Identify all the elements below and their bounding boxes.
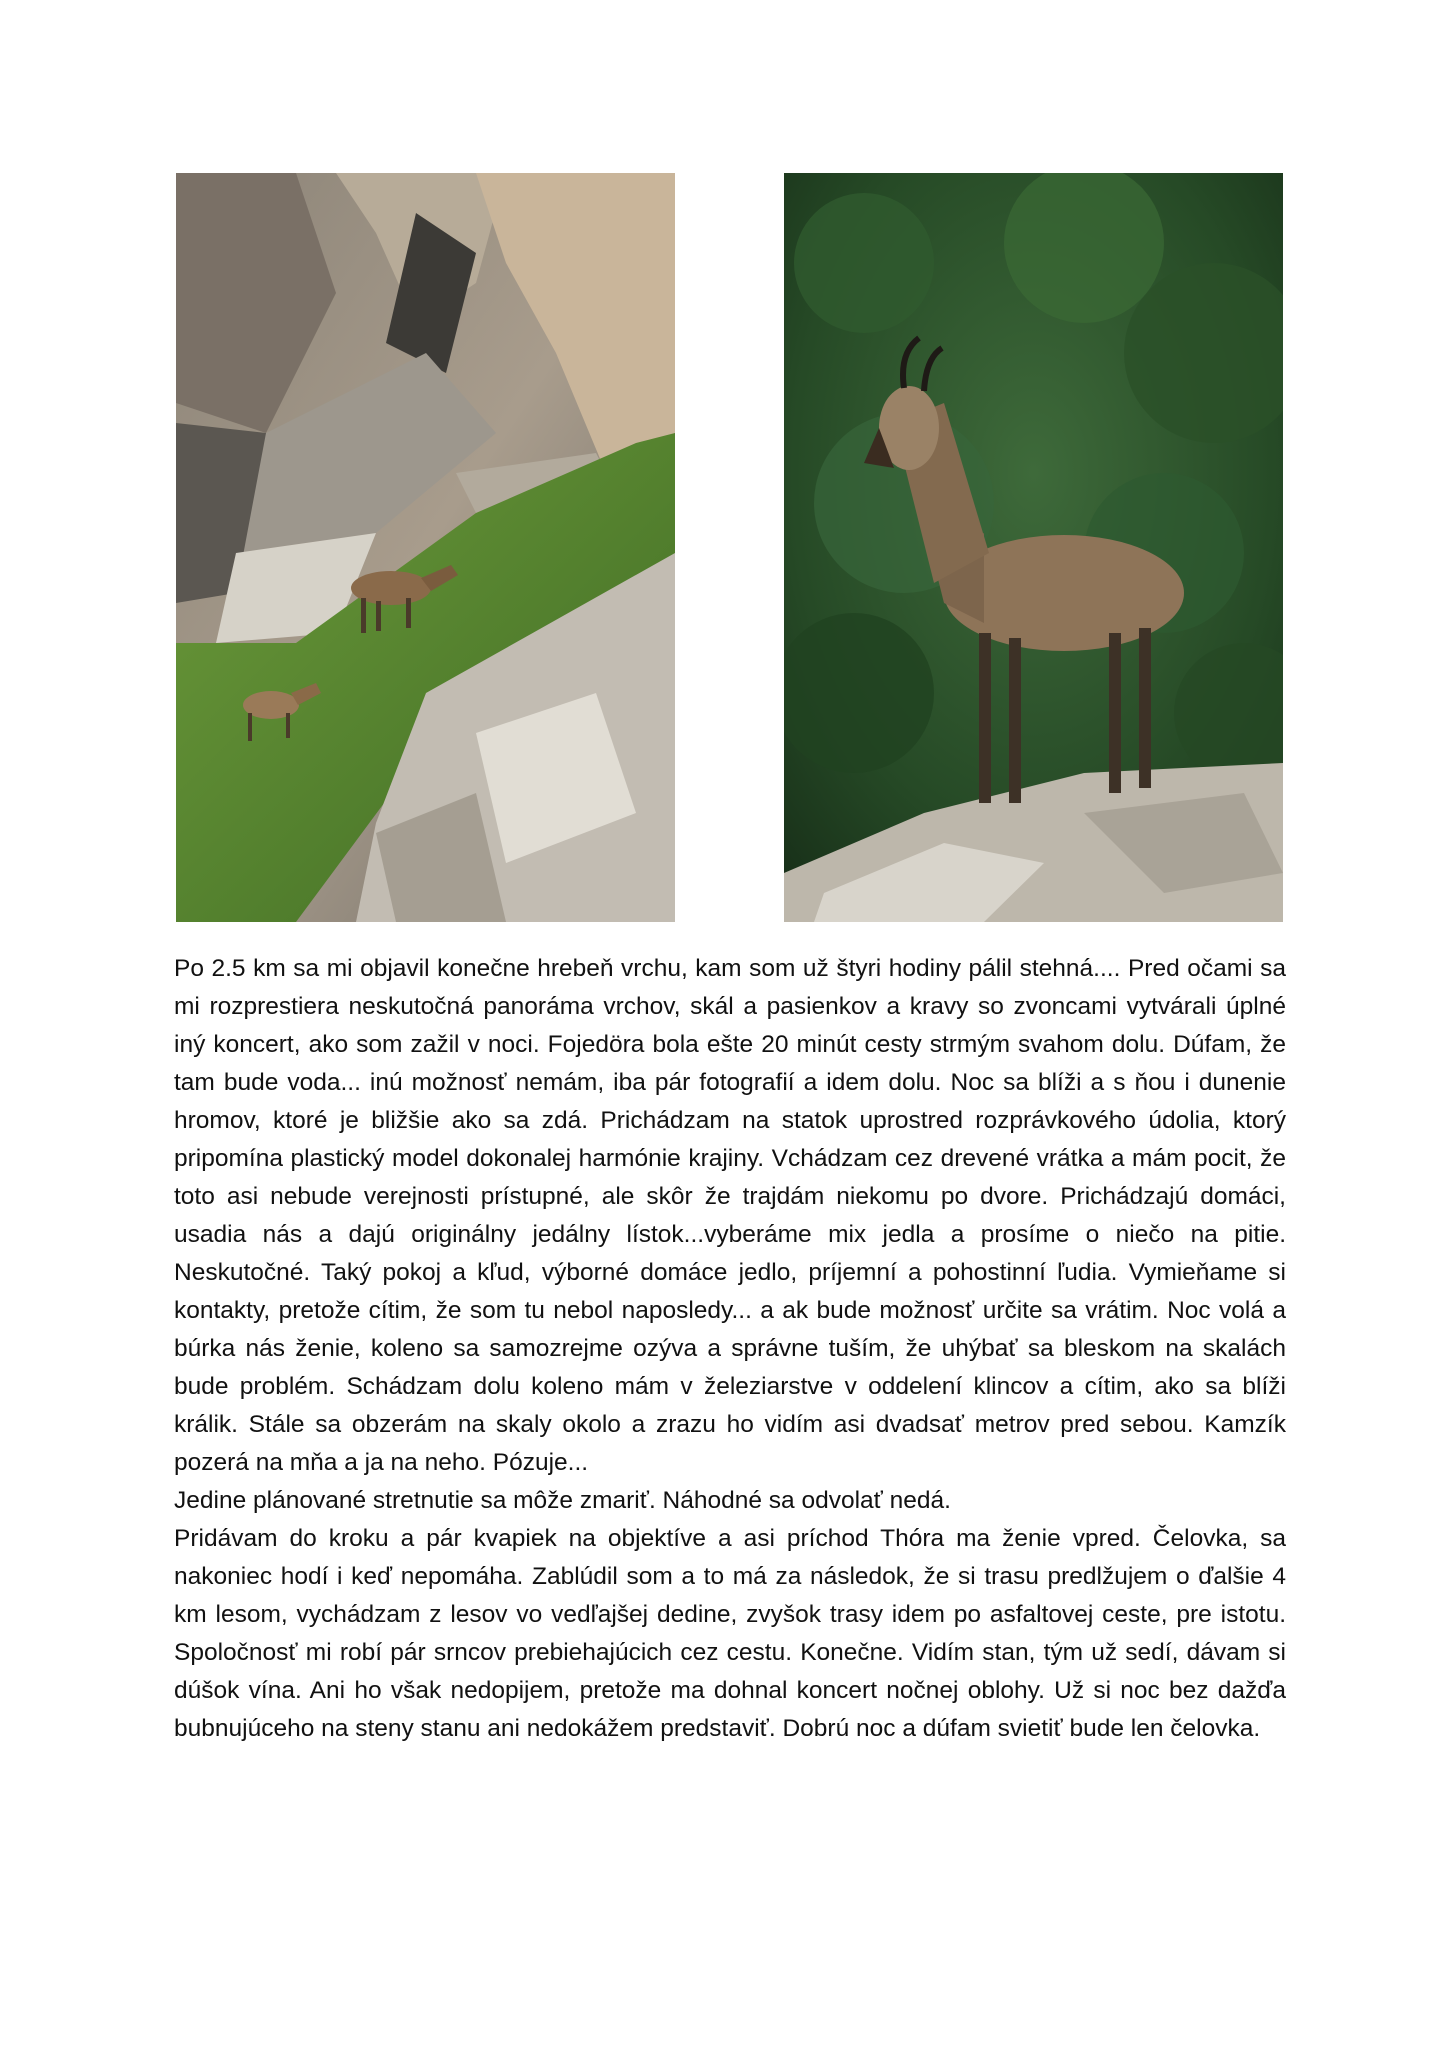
- article-text: [174, 950, 1286, 1748]
- paragraph-2: Jedine plánované stretnutie sa môže zmariť. Náhodné sa odvolať nedá.: [174, 1487, 951, 1514]
- chamois-slope-photo: [176, 173, 675, 922]
- chamois-portrait-image: [784, 173, 1283, 922]
- paragraph-1: Po 2.5 km sa mi objavil konečne hrebeň vrchu, kam som už štyri hodiny pálil stehná.... Pred očami sa mi rozprestiera neskutočná panoráma vrchov, skál a pasienkov a kravy so zvoncami vytvárali úplné iný koncert, ako som zažil v noci. Fojedöra bola ešte 20 minút cesty strmým svahom dolu. Dúfam, že tam bude voda... inú možnosť nemám, iba pár fotografií a idem dolu. Noc sa blíži a s ňou i dunenie hromov, ktoré je bližšie ako sa zdá. Prichádzam na statok uprostred rozprávkového údolia, ktorý pripomína plastický model dokonalej harmónie krajiny. Vchádzam cez drevené vrátka a mám pocit, že toto asi nebude verejnosti prístupné, ale skôr že trajdám niekomu po dvore. Prichádzajú domáci, usadia nás a dajú originálny jedálny lístok...vyberáme mix jedla a prosíme o niečo na pitie. Neskutočné. Taký pokoj a kľud, výborné domáce jedlo, príjemní a pohostinní ľudia. Vymieňame si kontakty, pretože cítim, že som tu nebol naposledy... a ak bude možnosť určite sa vrátim. Noc volá a búrka nás ženie, koleno sa samozrejme ozýva a správne tuším, že uhýbať sa bleskom na skalách bude problém. Schádzam dolu koleno mám v železiarstve v oddelení klincov a cítim, ako sa blíži králik. Stále sa obzerám na skaly okolo a zrazu ho vidím asi dvadsať metrov pred sebou. Kamzík pozerá na mňa a ja na neho. Pózuje...: [174, 955, 1286, 1476]
- chamois-slope-image: [176, 173, 675, 922]
- paragraph-3: Pridávam do kroku a pár kvapiek na objektíve a asi príchod Thóra ma ženie vpred. Čelovka, sa nakoniec hodí i keď nepomáha. Zablúdil som a to má za následok, že si trasu predlžujem o ďalšie 4 km lesom, vychádzam z lesov vo vedľajšej dedine, zvyšok trasy idem po asfaltovej ceste, pre istotu. Spoločnosť mi robí pár srncov prebiehajúcich cez cestu. Konečne. Vidím stan, tým už sedí, dávam si dúšok vína. Ani ho však nedopijem, pretože ma dohnal koncert nočnej oblohy. Už si noc bez dažďa bubnujúceho na steny stanu ani nedokážem predstaviť. Dobrú noc a dúfam svietiť bude len čelovka.: [174, 1525, 1286, 1742]
- chamois-portrait-photo: [784, 173, 1283, 922]
